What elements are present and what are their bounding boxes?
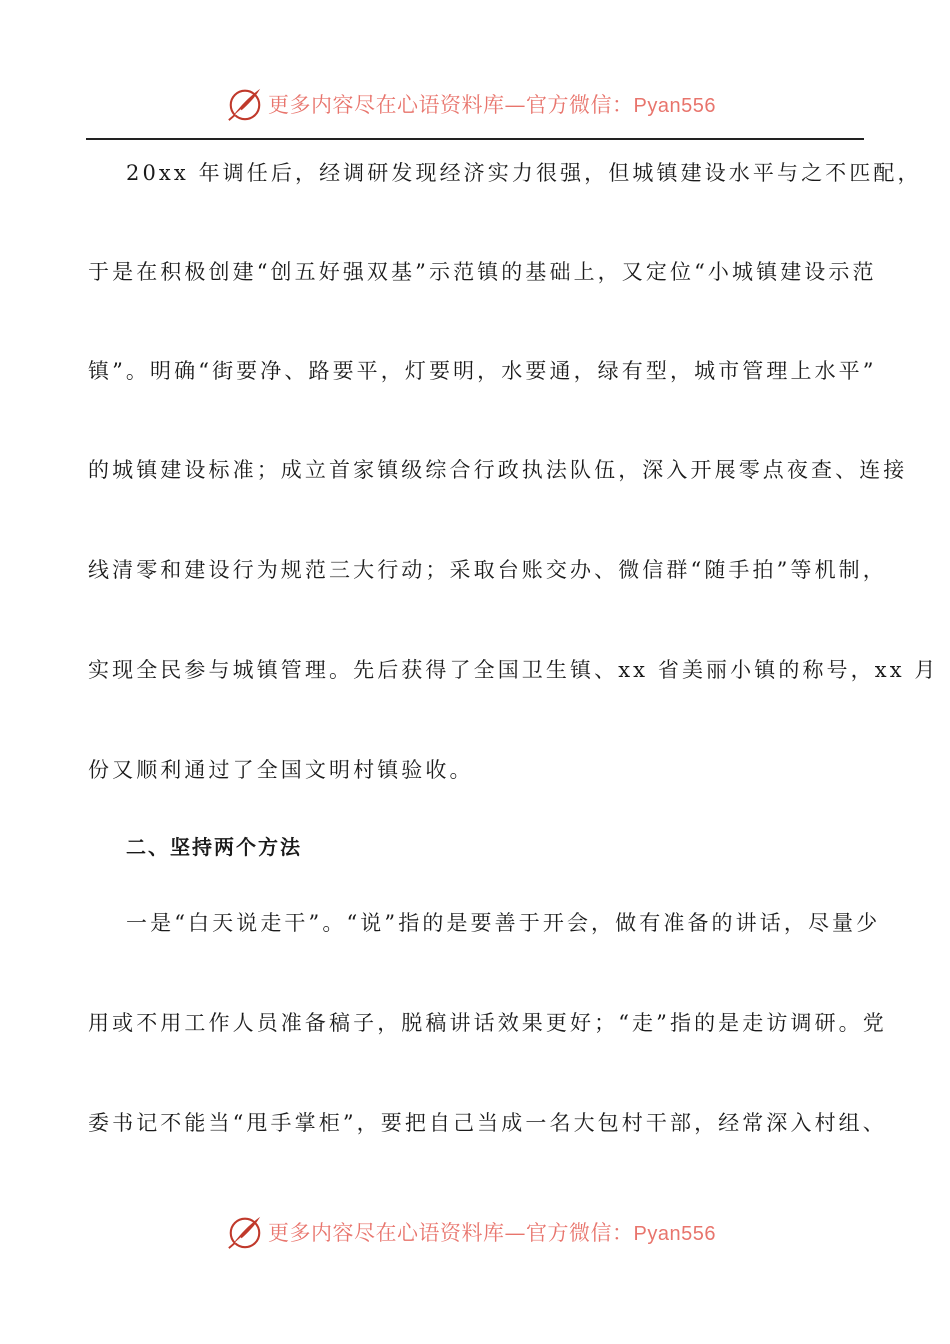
footer-banner <box>0 1210 950 1254</box>
body-line-4: 的城镇建设标准；成立首家镇级综合行政执法队伍，深入开展零点夜查、连接 <box>88 458 908 482</box>
body-line-2: 于是在积极创建“创五好强双基”示范镇的基础上，又定位“小城镇建设示范 <box>88 260 877 284</box>
body-line-1: 20xx 年调任后，经调研发现经济实力很强，但城镇建设水平与之不匹配， <box>126 161 922 185</box>
quill-pen-circle-icon <box>226 1213 264 1251</box>
header-divider <box>86 138 864 140</box>
body-line-9: 用或不用工作人员准备稿子，脱稿讲话效果更好；“走”指的是走访调研。党 <box>88 1011 887 1035</box>
footer-brand-text: 更多内容尽在心语资料库—官方微信：Pyan556 <box>268 1221 716 1245</box>
header-banner <box>0 82 950 126</box>
body-line-6: 实现全民参与城镇管理。先后获得了全国卫生镇、xx 省美丽小镇的称号，xx 月 <box>88 658 939 682</box>
body-line-7: 份又顺利通过了全国文明村镇验收。 <box>88 758 474 782</box>
body-line-5: 线清零和建设行为规范三大行动；采取台账交办、微信群“随手拍”等机制， <box>88 558 887 582</box>
body-line-8: 一是“白天说走干”。“说”指的是要善于开会，做有准备的讲话，尽量少 <box>126 911 881 935</box>
footer-contact: Pyan556 <box>633 1223 716 1245</box>
quill-pen-circle-icon <box>226 85 264 123</box>
header-contact: Pyan556 <box>633 95 716 117</box>
body-line-10: 委书记不能当“甩手掌柜”，要把自己当成一名大包村干部，经常深入村组、 <box>88 1111 887 1135</box>
header-brand-text: 更多内容尽在心语资料库—官方微信：Pyan556 <box>268 93 716 117</box>
section-heading: 二、坚持两个方法 <box>126 835 302 859</box>
body-line-3: 镇”。明确“街要净、路要平，灯要明，水要通，绿有型，城市管理上水平” <box>88 359 877 383</box>
